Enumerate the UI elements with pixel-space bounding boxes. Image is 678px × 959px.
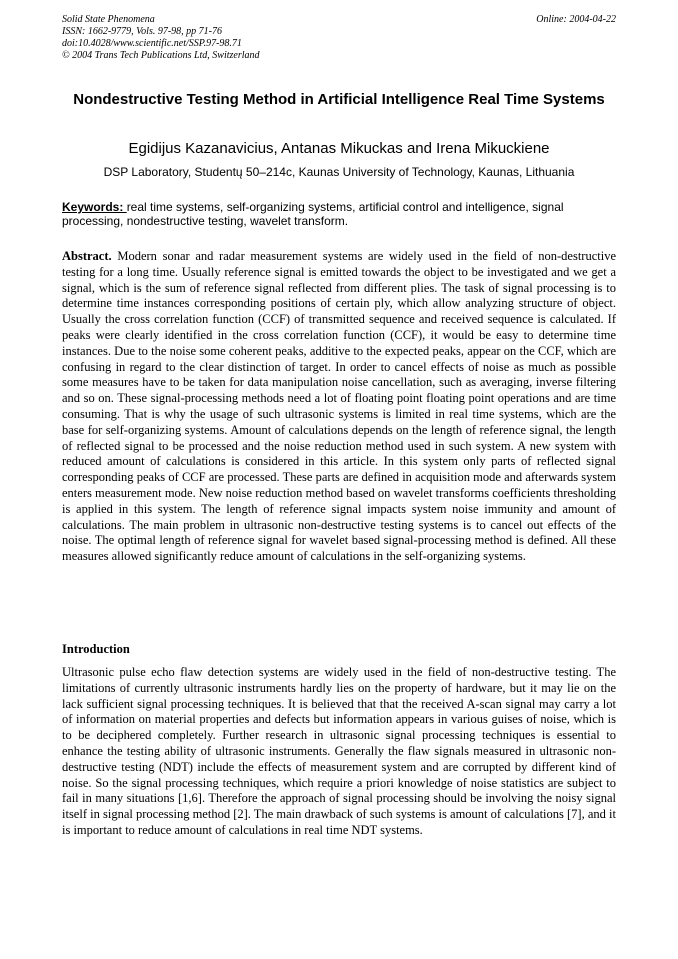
abstract-text: Modern sonar and radar measurement systems are widely used in the field of non-destructive testing for a long time. Usually reference signal is emitted towards the object to be investigated and we get a signal, which is the sum of reference signal reflected from different plies. The task of signal processing is to determine time instances corresponding positions of certain ply, which allow analyzing structure of object. Usually the cross correlation function (CCF) of transmitted sequence and received sequence is calculated. If peaks were clearly identified in the cross correlation function (CCF), it would be easy to determine time instances. Due to the noise some coherent peaks, additive to the expected peaks, appear on the CCF, which are confusing in regard to the clear distinction of target. In order to cancel effects of noise as much as possible some measures have to be taken for data manipulation noise cancellation, such as averaging, inverse filtering and so on. These signal-processing methods need a lot of floating point floating point operations and are time consuming. That is why the usage of such ultrasonic systems is limited in real time systems, which are the base for self-organizing systems. Amount of calculations depends on the length of reference signal, the length of reflected signal to be processed and the noise reduction method used in such system. A new system with reduced amount of calculations is considered in this article. In this system only parts of reflected signal corresponding peaks of CCF are processed. These parts are defined in acquisition mode and afterwards system enters measurement mode. New noise reduction method based on wavelet transforms coefficients thresholding is applied in this system. The length of reference signal impacts system noise immunity and amount of calculations. The main problem in ultrasonic non-destructive testing systems is to cancel out effects of the noise. The optimal length of reference signal for wavelet based signal-processing method is defined. All these measures allowed significantly reduce amount of calculations in the self-organizing systems.	[62, 249, 617, 564]
introduction-text: Ultrasonic pulse echo flaw detection systems are widely used in the field of non-destructive testing. The limitations of currently ultrasonic instruments hardly lies on the property of hardware, but it may lie on the lack sufficient signal processing techniques. It is believed that that the received A-scan signal may carry a lot of information on material properties and defects but information appears in various guises of noise, which is to be deciphered completely. Further research in ultrasonic signal processing techniques is essential to enhance the testing ability of ultrasonic instruments. Generally the flaw signals measured in ultrasonic non-destructive testing (NDT) include the effects of measurement system and are corrupted by different kind of noise. So the signal processing techniques, which require a priori knowledge of noise statistics are subject to fail in many situations [1,6]. Therefore the approach of signal processing should be involving the noisy signal itself in signal processing method [2]. The main drawback of such systems is amount of calculations [7], and it is important to reduce amount of calculations in real time NDT systems.	[62, 665, 616, 837]
introduction-heading: Introduction	[62, 642, 130, 656]
doi-line: doi:10.4028/www.scientific.net/SSP.97-98.71	[62, 38, 242, 49]
paper-title: Nondestructive Testing Method in Artificial Intelligence Real Time Systems	[73, 91, 605, 108]
keywords-label: Keywords:	[62, 200, 127, 214]
publication-info	[62, 14, 392, 62]
online-date: Online: 2004-04-22	[536, 14, 616, 25]
affiliation: DSP Laboratory, Studentų 50–214c, Kaunas University of Technology, Kaunas, Lithuania	[103, 165, 575, 179]
abstract-block	[62, 249, 616, 565]
author-list: Egidijus Kazanavicius, Antanas Mikuckas and Irena Mikuckiene	[128, 140, 550, 157]
journal-name: Solid State Phenomena	[62, 14, 155, 25]
keywords-text: real time systems, self-organizing systems, artificial control and intelligence, signal processing, nondestructive testing, wavelet transform.	[62, 200, 564, 228]
copyright-line: © 2004 Trans Tech Publications Ltd, Switzerland	[62, 50, 260, 61]
abstract-label: Abstract.	[62, 249, 118, 263]
keywords-block	[62, 200, 616, 228]
issn-line: ISSN: 1662-9779, Vols. 97-98, pp 71-76	[62, 26, 222, 37]
